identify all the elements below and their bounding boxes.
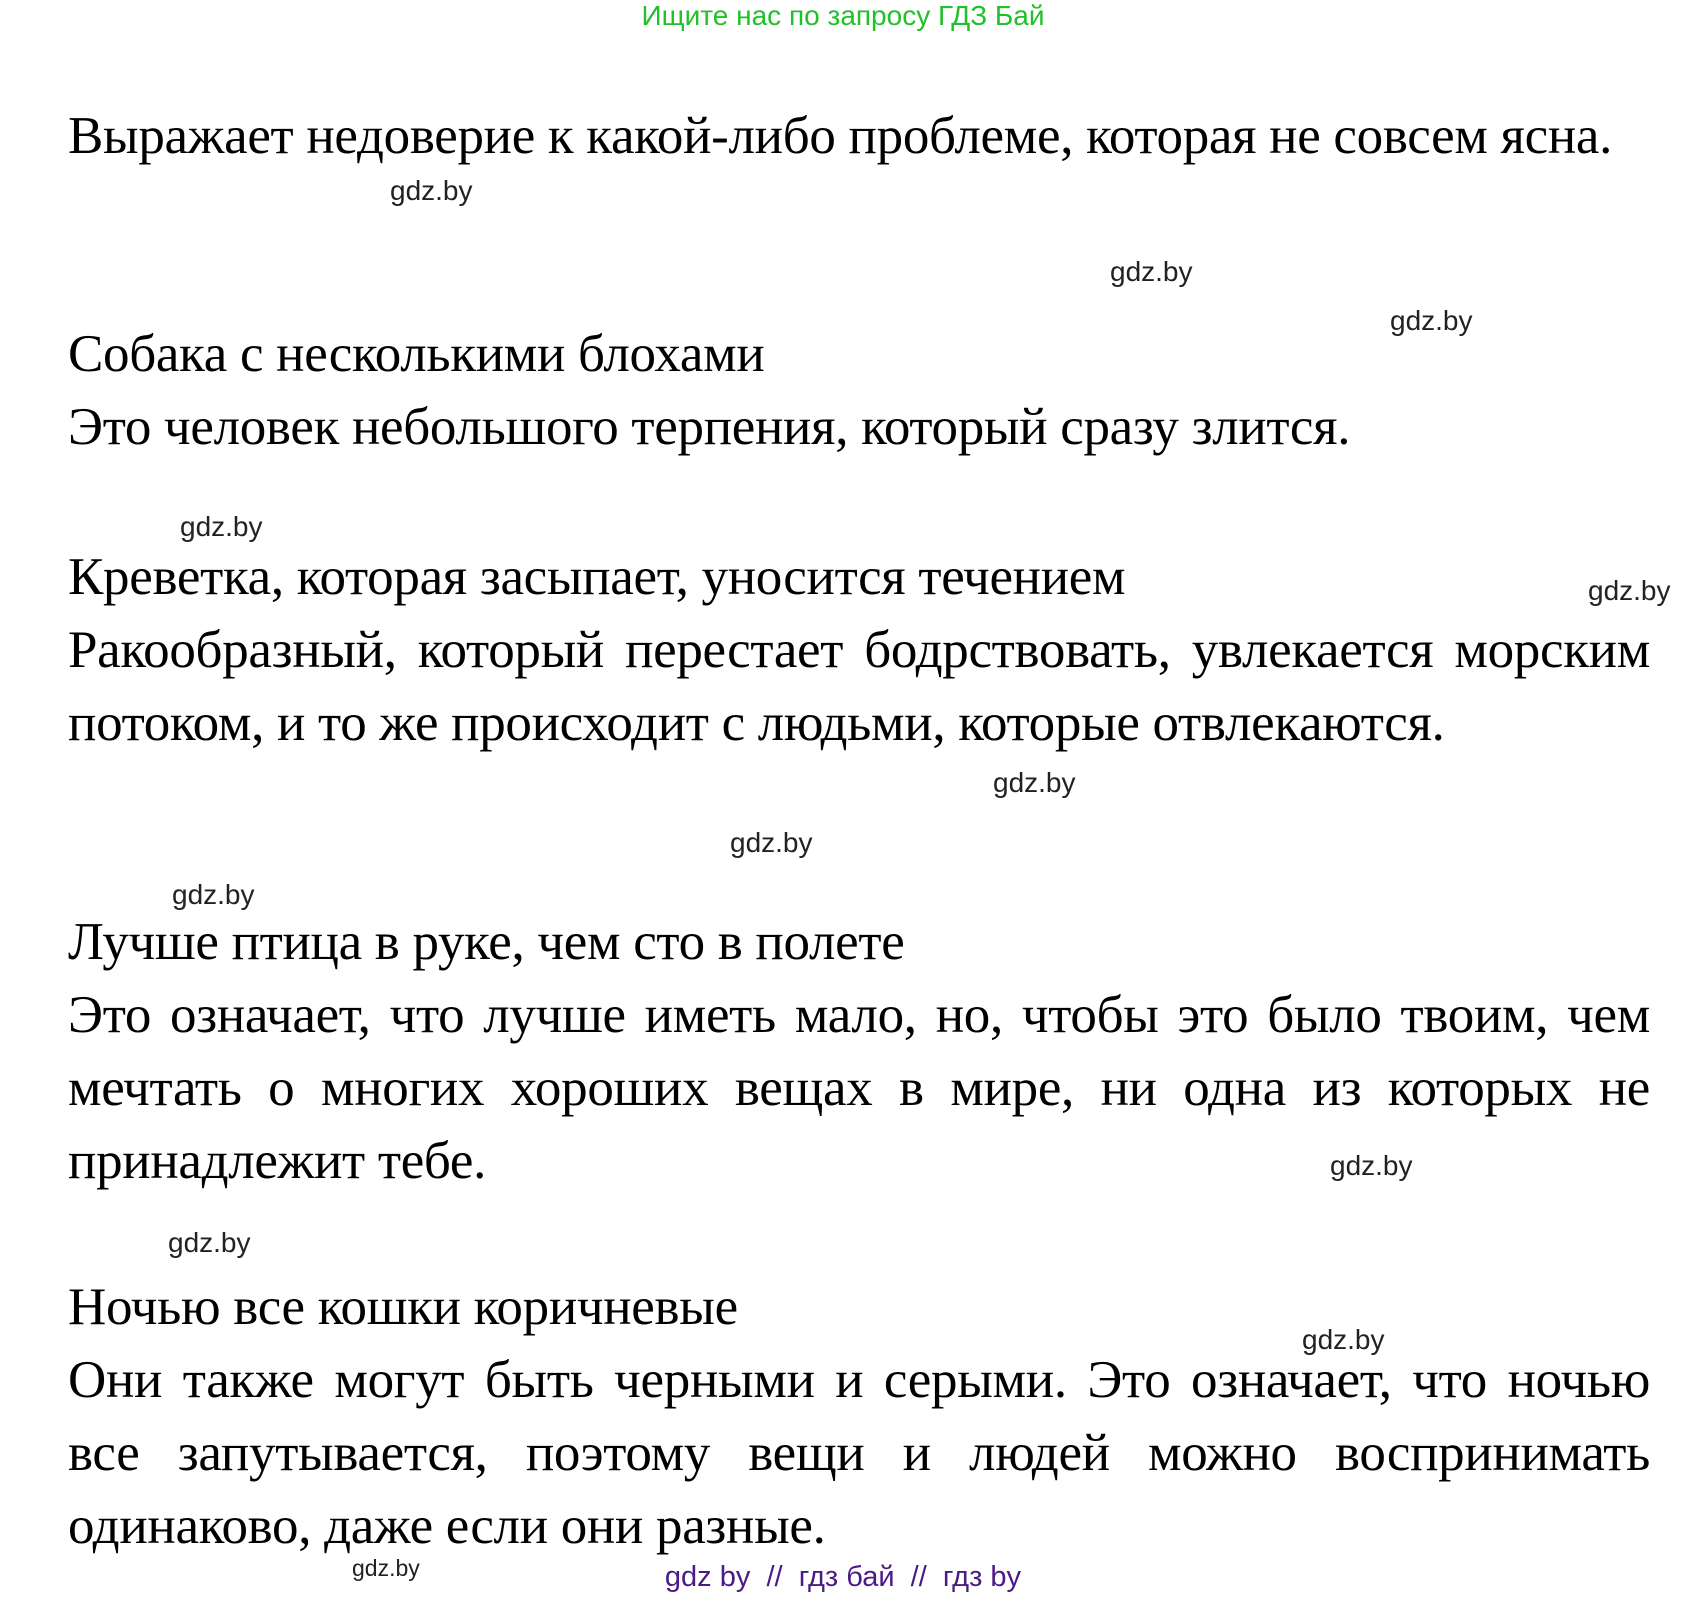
watermark: gdz.by xyxy=(1390,305,1473,336)
paragraph-intro: Выражает недоверие к какой-либо проблеме, которая не совсем ясна. xyxy=(68,107,1613,165)
watermark: gdz.by xyxy=(168,1227,251,1258)
proverb-meaning-bird: Это означает, что лучше иметь мало, но, чтобы это было твоим, чем мечтать о многих хороших вещах в мире, ни одна из которых не принадлежит тебе. xyxy=(68,986,1650,1190)
watermark: gdz.by xyxy=(180,511,263,542)
proverb-meaning-shrimp: Ракообразный, который перестает бодрствовать, увлекается морским потоком, и то же происходит с людьми, которые отвлекаются. xyxy=(68,621,1650,752)
watermark: gdz.by xyxy=(172,879,255,910)
watermark: gdz.by xyxy=(1588,575,1671,606)
watermark: gdz.by xyxy=(1302,1324,1385,1355)
watermark: gdz.by xyxy=(352,1555,420,1581)
watermark: gdz.by xyxy=(1110,256,1193,287)
proverb-title-dog: Собака с несколькими блохами xyxy=(68,325,765,383)
proverb-title-shrimp: Креветка, которая засыпает, уносится течением xyxy=(68,548,1126,606)
search-banner: Ищите нас по запросу ГДЗ Бай xyxy=(641,0,1045,31)
watermark: gdz.by xyxy=(1330,1150,1413,1181)
watermark: gdz.by xyxy=(993,767,1076,798)
watermark: gdz.by xyxy=(730,827,813,858)
proverb-meaning-cats: Они также могут быть черными и серыми. Это означает, что ночью все запутывается, поэтому вещи и людей можно воспринимать одинаково, даже если они разные. xyxy=(68,1351,1650,1555)
footer-links: gdz by // гдз бай // гдз by xyxy=(664,1561,1022,1593)
proverb-title-cats: Ночью все кошки коричневые xyxy=(68,1278,738,1336)
watermark: gdz.by xyxy=(390,175,473,206)
proverb-meaning-dog: Это человек небольшого терпения, который сразу злится. xyxy=(68,398,1351,456)
proverb-title-bird: Лучше птица в руке, чем сто в полете xyxy=(68,913,905,971)
